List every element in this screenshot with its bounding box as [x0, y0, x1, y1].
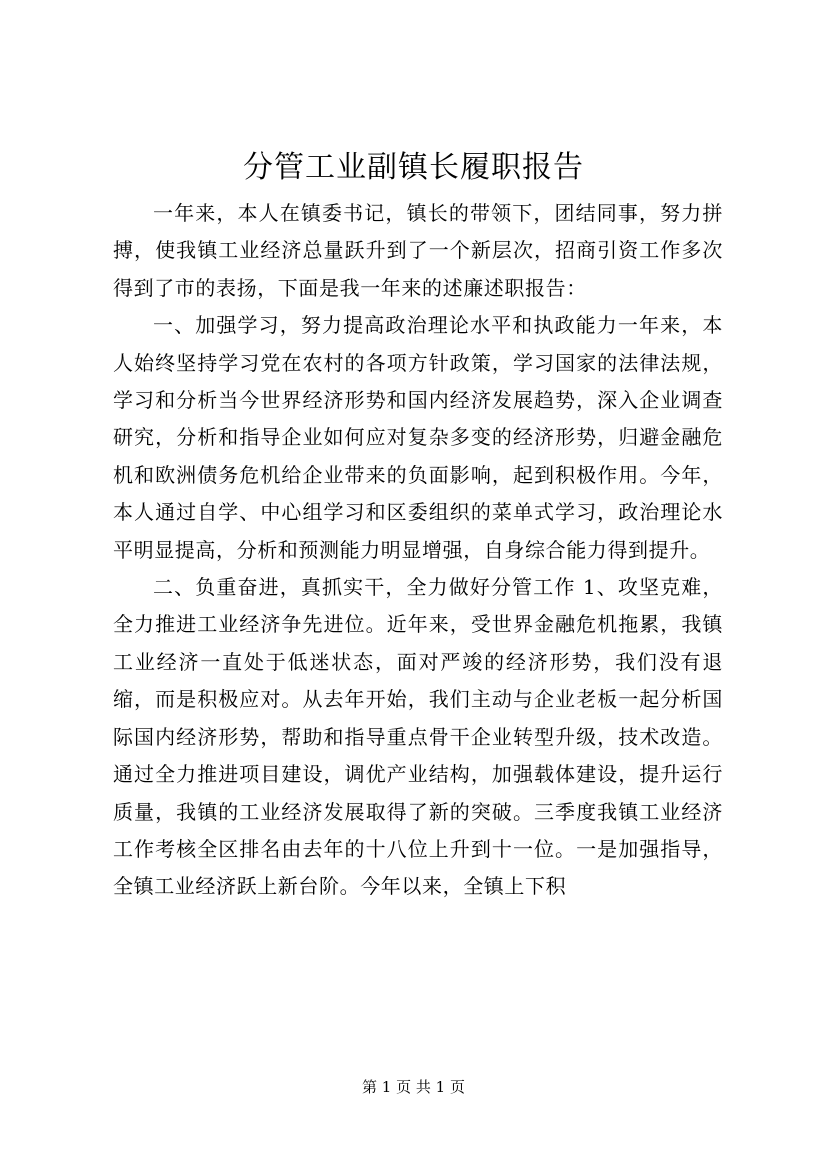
document-body — [113, 195, 723, 906]
paragraph-work: 二、负重奋进，真抓实干，全力做好分管工作 1、攻坚克难，全力推进工业经济争先进位。近年来，受世界金融危机拖累，我镇工业经济一直处于低迷状态，面对严竣的经济形势，我们没有退缩，而是积极应对。从去年开始，我们主动与企业老板一起分析国际国内经济形势，帮助和指导重点骨干企业转型升级，技术改造。通过全力推进项目建设，调优产业结构，加强载体建设，提升运行质量，我镇的工业经济发展取得了新的突破。三季度我镇工业经济工作考核全区排名由去年的十八位上升到十一位。一是加强指导，全镇工业经济跃上新台阶。今年以来，全镇上下积 — [113, 575, 723, 899]
paragraph-intro: 一年来，本人在镇委书记，镇长的带领下，团结同事，努力拼搏，使我镇工业经济总量跃升到了一个新层次，招商引资工作多次得到了市的表扬，下面是我一年来的述廉述职报告： — [113, 201, 723, 300]
paragraph-study: 一、加强学习，努力提高政治理论水平和执政能力一年来，本人始终坚持学习党在农村的各项方针政策，学习国家的法律法规，学习和分析当今世界经济形势和国内经济发展趋势，深入企业调查研究，分析和指导企业如何应对复杂多变的经济形势，归避金融危机和欧洲债务危机给企业带来的负面影响，起到积极作用。今年，本人通过自学、中心组学习和区委组织的菜单式学习，政治理论水平明显提高，分析和预测能力明显增强，自身综合能力得到提升。 — [113, 313, 723, 562]
document-title: 分管工业副镇长履职报告 — [243, 150, 584, 185]
page-footer: 第 1 页 共 1 页 — [362, 1078, 465, 1096]
